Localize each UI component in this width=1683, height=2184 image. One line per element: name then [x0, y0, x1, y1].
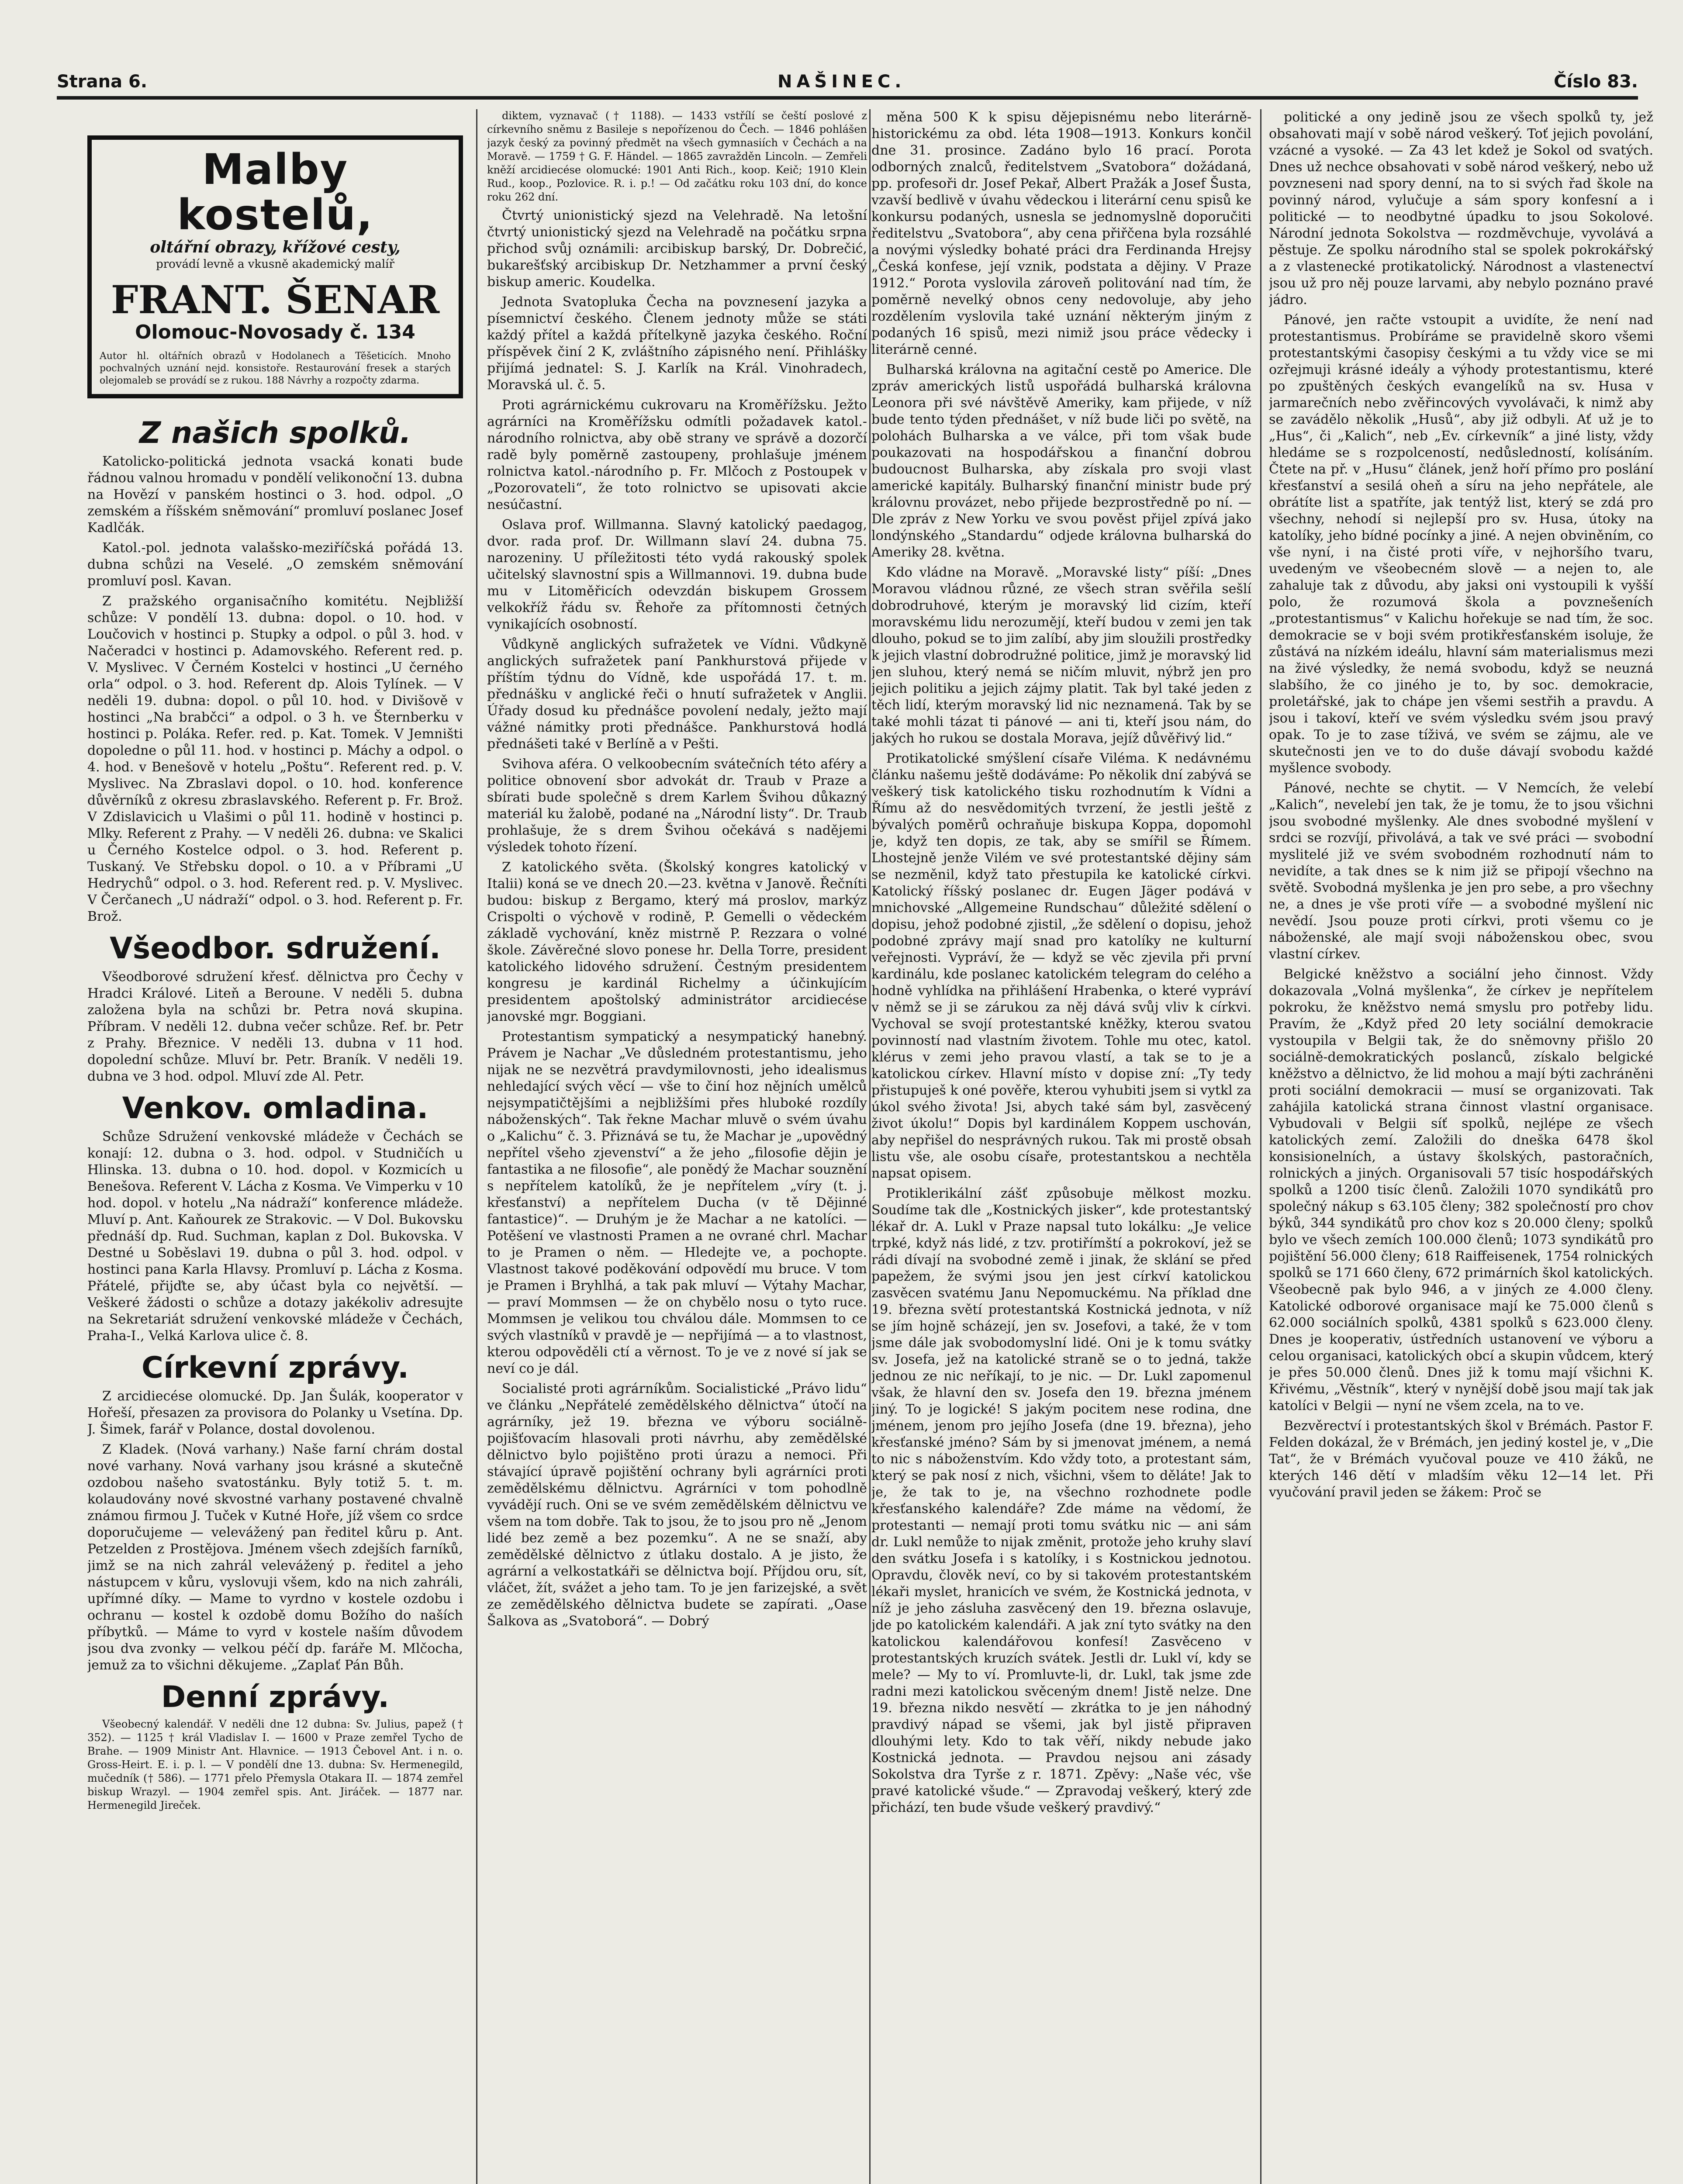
column-4 [1269, 109, 1653, 2184]
article-paragraph: Proti agrárnickému cukrovaru na Kroměřížsku. Ježto agrárníci na Kroměřížsku odmítli požadavek katol.-národního rolnictva, aby obě strany ve správě a dozorčí radě byly poměrně zastoupeny, prohlašuje jménem rolnictva katol.-národního p. Fr. Mlčoch z Postoupek v „Pozorovateli“, že toto rolnictvo se upisovati akcie nesúčastní. [487, 397, 867, 512]
column-3 [871, 109, 1251, 2184]
article-paragraph: Oslava prof. Willmanna. Slavný katolický paedagog, dvor. rada prof. Dr. Willmann slaví 24. dubna 75. narozeniny. U příležitosti této vydá rakouský spolek učitelský slavnostní spis a Willmannovi. 19. dubna bude mu v Litoměřicích odevzdán biskupem Grossem velkokříž řádu sv. Řehoře za přítomnosti četných vynikajících osobností. [487, 517, 867, 632]
article-paragraph: Čtvrtý unionistický sjezd na Velehradě. Na letošní čtvrtý unionistický sjezd na Velehradě na počátku srpna přichod svůj oznámili: arcibiskup barský, Dr. Dobrečić, bukarešťský arcibiskup Dr. Netzhammer a první český biskup americ. Koudelka. [487, 208, 867, 290]
article-paragraph: politické a ony jedině jsou ze všech spolků ty, jež obsahovati mají v sobě národ veškerý. Toť jejich povolání, vzácné a vysoké. — Za 43 let kdež je Sokol od svatých. Dnes už nechce obsahovati v sobě národ veškerý, nebo už povzneseni nad spory denní, na to si svých řad škole na povinný národ, vylučuje a sám spory konfesní a i politické — to neodbytné úpadku to jsou Sokolové. Národní jednota Sokolstva — rozdměvchuje, vyvolává a pěstuje. Ze spolku národního stal se spolek pokrokářský a z vlastenecké protikatolický. Národnost a vlastenectví jsou už pro něj pouze larvami, aby nebylo poznáno pravé jádro. [1269, 110, 1653, 308]
ad-small-print: Autor hl. oltářních obrazů v Hodolanech a Těšeticích. Mnoho pochvalných uznání nejd. konsistoře. Restaurování fresek a starých olejomaleb se provádí se z rukou. 188 Návrhy a rozpočty zdarma. [100, 351, 451, 386]
article-paragraph: Pánové, jen račte vstoupit a uvidíte, že není nad protestantismus. Probíráme se pravidelně skoro všemi protestantskými časopisy českými a tu vždy vice se mi ozřejmuji krásné ideály a výhody protestantismu, které po zpuštěných českých evangelíků na sv. Husa v jarmarečních nebo zvěřincových vyvolávači, k nimž aby se zavádělo několik „Husů“, aby již odbyli. Ať už je to „Hus“, či „Kalich“, neb „Ev. církevník“ a jiné listy, vždy hledáme se s rozpolceností, nedůsledností, kolísáním. Čtete na př. v „Husu“ článek, jenž hoří přímo pro poslání křesťanství a sesilá oheň a síru na jeho nepřátele, ale obrátíte list a spatříte, jak tentýž list, který se zdá pro všechny, nehodí si nejlepší pro sv. Husa, útoky na katolíky, jeho bídné pocínky a jiné. A nejen obviněním, co vše nyní, i na čisté proti víře, v nejhoršího tvaru, uvedeným ve všeobecném slově — a nejen to, ale zahaluje tak z důvodu, aby jaksi oni vystoupili k vyšší polo, že rozumová škola a povznešeních „protestantismus“ v Kalichu hořekuje se nad tím, že soc. demokracie se v boji svém protikřesťanském isoluje, že zůstává na nízkém ideálu, hlavní sám materialismus mezi na živé výsledky, že nemá svobodu, když se neuzná slabšího, že co jiného je to, by soc. demokracie, proletářské, jak to chápe jen všemi sestřih a pravdu. A jsou i takoví, kteří ve svém výsledku svém jsou pravý opak. To je to zase tíživá, ve svém se zájmu, ale ve skutečnosti jen ve to do duše dávají svobodu každé myšlence svobody. [1269, 312, 1653, 776]
article-paragraph: Schůze Sdružení venkovské mládeže v Čechách se konají: 12. dubna o 3. hod. odpol. v Studničích u Hlinska. 13. dubna o 10. hod. dopol. v Kozmicích u Benešova. Referent V. Lácha z Kosma. Ve Vimperku v 10 hod. dopol. v hotelu „Na nádraží“ konference mládeže. Mluví p. Ant. Kaňourek ze Strakovic. — V Dol. Bukovsku přednáší dp. Rud. Suchman, kaplan z Dol. Bukovska. V Destné u Soběslavi 19. dubna o půl 3. hod. odpol. v hostinci pana Karla Hlavsy. Promluví p. Lácha z Kosma. Přátelé, přijďte se, aby účast byla co největší. — Veškeré žádosti o schůze a dotazy jakékoliv adresujte na Sekretariát sdružení venkovské mládeže v Čechách, Praha-I., Velká Karlova ulice č. 8. [87, 1129, 463, 1344]
section-heading: Denní zprávy. [161, 1680, 390, 1714]
newspaper-title: NAŠINEC. [778, 72, 906, 92]
ad-advertiser-name: FRANT. ŠENAR [111, 277, 440, 322]
article-paragraph: Vůdkyně anglických sufražetek ve Vídni. Vůdkyně anglických sufražetek paní Pankhurstová přijede v příštím týdnu do Vídně, kde uspořádá 17. t. m. přednášku v anglické řeči o hnutí sufražetek v Anglii. Úřady dosud ku přednášce povolení nedaly, ježto mají vážné námitky proti přednášce. Pankhurstová hodlá přednášeti také v Berlíně a v Pešti. [487, 637, 867, 752]
article-paragraph: Všeobecný kalendář. V neděli dne 12 dubna: Sv. Julius, papež († 352). — 1125 † král Vladislav I. — 1600 v Praze zemřel Tycho de Brahe. — 1909 Ministr Ant. Hlavnice. — 1913 Čebovel Ant. i n. o. Gross-Heirt. E. i. p. l. — V pondělí dne 13. dubna: Sv. Hermenegild, mučedník († 586). — 1771 přelo Přemysla Otakara II. — 1874 zemřel biskup Wrazyl. — 1904 zemřel spis. Ant. Jiráček. — 1877 nar. Hermenegild Jireček. [87, 1718, 463, 1811]
advertisement-box [87, 135, 463, 398]
column-2 [487, 109, 867, 2184]
article-paragraph: Z arcidiecése olomucké. Dp. Jan Šulák, kooperator v Hořeší, přesazen za provisora do Polanky u Vsetína. Dp. J. Šimek, farář v Polance, dostal dovolenou. [87, 1389, 463, 1437]
article-paragraph: Jednota Svatopluka Čecha na povznesení jazyka a písemnictví českého. Členem jednoty může se státi každý přítel a každá přítelkyně jazyka českého. Roční příspěvek činí 2 K, zvláštního zápisného není. Přihlášky přijímá jednatel: S. J. Karlík na Král. Vinohradech, Moravská ul. č. 5. [487, 294, 867, 393]
article-paragraph: Katol.-pol. jednota valašsko-meziříčská pořádá 13. dubna schůzi na Veselé. „O zemském sněmování promluví posl. Kavan. [87, 540, 463, 589]
article-paragraph: Pánové, nechte se chytit. — V Nemcích, že velebí „Kalich“, nevelebí jen tak, že je tomu, že to jsou všichni jsou svobodné myšlenky. Ale dnes svobodné myšlení v srdci se rozvíjí, přivolává, a tak ve své práci — svobodní myslitelé již ve svém svobodném rozhodnutí nám to nevidíte, a tak dnes se k nim již se připojí všechno na světě. Svobodná myšlenka je jen pro sebe, a pro všechny ne, a dnes je vše proti víře — a svobodné myšlení nic nevědí. Jsou pouze proti církvi, proti všemu co je náboženské, ale mají svoji náboženskou obec, svou vlastní církev. [1269, 781, 1653, 962]
article-paragraph: diktem, vyznavač († 1188). — 1433 vstřílí se čeští poslové z církevního sněmu z Basileje s nepořízenou do Čech. — 1846 pohlášen jazyk český za povinný předmět na všech gymnasiích v Čechách a na Moravě. — 1759 † G. F. Händel. — 1865 zavražděn Lincoln. — Zemřeli kněží arcidiecése olomucké: 1901 Anti Rich., koop. Keič; 1910 Klein Rud., koop., Pozlovice. R. i. p.! — Od začátku roku 103 dní, do konce roku 262 dní. [487, 110, 867, 203]
article-paragraph: Všeodborové sdružení křesť. dělnictva pro Čechy v Hradci Králové. Liteň a Beroune. V neděli 5. dubna založena byla na schůzi br. Petra nová skupina. Příbram. V neděli 12. dubna večer schůze. Ref. br. Petr z Prahy. Březnice. V neděli 13. dubna v 11 hod. dopolední schůze. Mluví br. Petr. Braník. V neděli 19. dubna ve 3 hod. odpol. Mluví zde Al. Petr. [87, 969, 463, 1084]
article-paragraph: Z pražského organisačního komitétu. Nejbližší schůze: V pondělí 13. dubna: dopol. o 10. hod. v Loučovich v hostinci p. Stupky a odpol. o půl 3. hod. v Načeradci v hostinci p. Adamovského. Referent red. p. V. Myslivec. V Černém Kostelci v hostinci „U černého orla“ odpol. o 3. hod. Referent dp. Alois Tylínek. — V neděli 19. dubna: dopol. o půl 10. hod. v Divišově v hostinci „Na brabčci“ a odpol. o 3 h. ve Šternberku v hostinci p. Poláka. Refer. red. p. Kat. Tomek. V Jemništi dopoledne o půl 11. hod. v hostinci p. Máchy a odpol. o 4. hod. v Benešově v hotelu „Poštu“. Referent red. p. V. Myslivec. Na Zbraslavi dopol. o 10. hod. konference důvěrníků z okresu zbraslavského. Referent p. Fr. Brož. V Zdislavicich u Vlašimi o půl 11. hodině v hostinci p. Mlky. Referent z Prahy. — V neděli 26. dubna: ve Skalici u Černého Kostelce odpol. o 3. hod. Referent p. Tuskaný. Ve Střebsku dopol. o 10. a v Příbrami „U Hedrychů“ odpol. o 3. hod. Referent red. p. V. Myslivec. V Čerčanech „U nádraží“ odpol. o 3. hod. Referent p. Fr. Brož. [87, 594, 463, 924]
article-paragraph: Protikatolické smýšlení císaře Viléma. K nedávnému článku našemu ještě dodáváme: Po několik dní zabývá se veškerý tisk katolického tisku rozhodnutím k Vídni a Římu až do nesvědomitých tvrzení, že jestli ještě z bývalých poměrů ochraňuje biskupa Koppa, dopomohl je, když ten dopis, ze tak, aby se smířil se Římem. Lhostejně jenže Vilém ve své protestantské dějiny sám se nezměnil, když tato přestupila ke katolické církvi. Katolický říšský poslanec dr. Eugen Jäger podává v mnichovské „Allgemeine Rundschau“ důležité sdělení o dopisu, jehož podobné zjistil, „že sdělení o dopisu, jehož podobné zprávy mají snad pro katolíky ne kulturní veřejnosti. Vypráví, že — když se věc zjevila při první kardinálu, kde poslanec katolickém telegram do celého a hodně vyhlídka na přihlášení Hrabenka, o které vypráví v němž se ji se zárukou za něj dává svůj vliv k církvi. Vychoval se svojí protestantské kněžky, kterou svatou povinností nad vlastním životem. Tohle mu otec, katol. klérus v zemi jeho pravou vlastí, a tak se to je a katolickou církev. Hlavní místo v dopise zní: „Ty tedy přistupuješ k oné pověře, kterou vyhubiti jsem si vytkl za úkol svého života! Jsi, abych také sám byl, zasvěcený život úkolu!“ Dopis byl kardinálem Koppem uschován, aby nepřišel do nesprávných rukou. Tak mi prostě obsah listu vše, ale osobu císaře, protestantskou a nechtěla napsat opisem. [871, 751, 1251, 1181]
column-rule [869, 109, 871, 2184]
article-paragraph: Katolicko-politická jednota vsacká konati bude řádnou valnou hromadu v pondělí velikonoční 13. dubna na Hovězí v panském hostinci o 3. hod. odpol. „O zemském a říšském sněmování“ promluví poslanec Josef Kadlčák. [87, 454, 463, 536]
issue-number: Číslo 83. [1554, 72, 1638, 92]
article-paragraph: měna 500 K k spisu dějepisnému nebo literárně-historickému za obd. léta 1908—1913. Konkurs končil dne 31. prosince. Zadáno bylo 16 prací. Porota odborných znalců, ředitelstvem „Svatobora“ dožádaná, pp. profesoři dr. Josef Pekař, Albert Pražák a Josef Šusta, vzavší bedlivě v úvahu vědeckou i literární cenu spisů ke konkursu podaných, usnesla se jednomyslně doporučiti ředitelstvu „Svatobora“, aby cena přiřčena byla rozsáhlé a novými výsledky bohaté práci dra Ferdinanda Hrejsy „Česká konfese, její vznik, podstata a dějiny. V Praze 1912.“ Porota vyslovila zároveň politování nad tím, že poměrně nevelký obnos ceny nedovoluje, aby jeho rozdělením vyslovila také uznání některým jiným z podaných 16 spisů, mezi nimiž jsou práce vědecky i literárně cenné. [871, 110, 1251, 357]
ad-subtitle: oltářní obrazy, křížové cesty, [150, 238, 401, 256]
column-1 [87, 109, 463, 2184]
section-heading: Z našich spolků. [139, 416, 411, 450]
article-paragraph: Protiklerikální zášť způsobuje mělkost mozku. Soudíme tak dle „Kostnických jisker“, kde protestantský lékař dr. A. Lukl v Praze napsal tuto lokálku: „Je velice trpké, když nás lidé, z tzv. protiřímští a pokrokoví, jež se rádi dívají na svobodné země i jinak, že sklání se před papežem, že svými jsou jen jest církví katolickou zasvěcen svatému Janu Nepomuckému. Na příklad dne 19. března světí protestantská Kostnická jednota, v níž se jím hojně scházejí, jen sv. Josefovi, a také, že v tom jsme dále jak svobodomyslní lidé. Oni je k tomu svátky sv. Josefa, jež na katolické straně se o to jedná, takže jednou ze nic neříkají, to je nic. — Dr. Lukl zapomenul však, že hlavní den sv. Josefa den 19. března jménem jiný. To je logické! S jakým pocitem nese rodina, dne jménem, jenom pro jejího Josefa (dne 19. března), jeho křesťanské jméno? Sám by si jmenovat jménem, a nemá to nic s náboženstvím. Kdo vždy toto, a protestant sám, který se pak nosí z nich, všichni, všem to děláte! Jak to je, že tak to je, na všechno rozhodnete podle křesťanského kalendáře? Zde máme na vědomí, že protestanti — nemají proti tomu svátku nic — ani sám dr. Lukl nemůže to nijak změnit, protože jeho kruhy slaví den svátku Josefa i s katolíky, i s Kostnickou jednotou. Opravdu, člověk neví, co by si takovém protestantském lékaři myslet, hranicích ve svém, že Kostnická jednota, v níž je jeho zásluha zasvěcený den 19. března oslavuje, jde po katolickém kalendáři. A jak zní tyto svátky na den katolickou kalendářovou konfesí! Zasvěceno v protestantských kruzích svátek. Jestli dr. Lukl ví, kdy se mele? — My to ví. Promluvte-li, dr. Lukl, tak jsme zde radni mezi katolickou svěceným dnem! Jistě nelze. Dne 19. března nikdo nesvětí — zkrátka to je jen náhodný pravdivý nápad se všemi, jak byl jistě připraven dlouhými lety. Kdo to tak věří, nikdy nebude jako Kostnická jednota. — Pravdou nejsou ani zásady Sokolstva dra Tyrše z r. 1871. Zpěvy: „Naše véc, vše pravé katolické všude.“ — Zpravodaj veškerý, který zde přichází, ten bude všude veškerý pravdivý.“ [871, 1186, 1251, 1815]
ad-title: Malby kostelů, [177, 145, 373, 239]
ad-line: provádí levně a vkusně akademický malíř [156, 258, 394, 271]
section-heading: Všeodbor. sdružení. [110, 931, 441, 966]
article-paragraph: Bulharská královna na agitační cestě po Americe. Dle zpráv amerických listů uspořádá bulharská královna Leonora při své návštěvě Ameriky, kam přijede, v níž bude tento týden přednášet, v níž bude liči po světě, na polohách Bulharska a ve válce, při tom však bude poukazovati na hospodářskou a finanční dobrou budoucnost Bulharska, aby získala pro svoji vlast americké kapitály. Bulharský finanční ministr bude prý královnu provázet, nebo přijede bezprostředně po ní. — Dle zpráv z New Yorku ve svou pověst přijel zpívá jako londýnského „Standardu“ odjede královna bulharská do Ameriky 28. května. [871, 362, 1251, 560]
article-paragraph: Belgické kněžstvo a sociální jeho činnost. Vždy dokazovala „Volná myšlenka“, že církev je nepřítelem pokroku, že kněžstvo nemá smyslu pro potřeby lidu. Pravím, že „Když před 20 lety sociální demokracie vystoupila v Belgii tak, že do sněmovny přišlo 20 sociálně-demokratických poslanců, získalo belgické kněžstvo a dělnictvo, že lid mohou a mají býti zachráněni proti sociální demokracii — musí se organizovati. Tak zahájila katolická strana činnost vlastní organisace. Vybudovali v Belgii síť spolků, nejlépe ze všech katolických zemí. Založili do dneška 6478 škol konsisionelních, a ústavy školských, pastoračních, rolnických a jiných. Organisovali 57 tisíc hospodářských spolků a 1200 tisíc členů. Založili 1070 syndikátů pro společný nákup s 63.105 členy; 382 společností pro chov býků, 344 syndikátů pro chov koz s 20.000 členy; spolků bylo ve všech zemích 100.000 členů; 1073 syndikátů pro pojištění 56.000 členy; 618 Raiffeisenek, 1754 rolnických spolků se 171 660 členy, 672 primárních škol katolických. Všeobecně pak bylo 946, a v jiných ze 4.000 členy. Katolické odborové organisace mají ke 75.000 členů s 62.000 sociálních spolků, 4381 spolků s 623.000 členy. Dnes je kooperativ, ústředních ustanovení ve výboru a celou organisaci, katolických obcí a skupin vůdcem, který je přes 50.000 členů. Dnes již k tomu mají všichni K. Křivému, „Věstník“, který v nynější době jsou mají tak jak katolíci v Belgii — nyní ne všem zcela, na to ve. [1269, 967, 1653, 1413]
ad-address: Olomouc-Novosady č. 134 [135, 321, 415, 343]
page-label: Strana 6. [57, 72, 148, 92]
article-paragraph: Svihova aféra. O velkoobecním svátečních této aféry a politice obnovení sbor advokát dr. Traub v Praze a sbírati bude společně s drem Karlem Švihou důkazný materiál ku žalobě, podané na „Národní listy“. Dr. Traub prohlašuje, že s drem Švihou očekává s nadějemi výsledek tohoto řízení. [487, 757, 867, 855]
article-paragraph: Z katolického světa. (Školský kongres katolický v Italii) koná se ve dnech 20.—23. května v Janově. Řečníti budou: biskup z Bergamo, který má proslov, markýz Crispolti o výchově v rodině, P. Gemelli o vědeckém základě vychování, kněz mistrně P. Rezzara o volné škole. Závěrečné slovo ponese hr. Della Torre, president katolického lidového sdružení. Čestným presidentem kongresu je kardinál Richelmy a účinkujícím presidentem apoštolský administrátor arcidiecése janovské mgr. Boggiani. [487, 860, 867, 1024]
article-paragraph: Kdo vládne na Moravě. „Moravské listy“ píší: „Dnes Moravou vládnou různé, ze všech stran svěřila sešlí dobrodruhové, kterým je moravský lid cizím, kteří moravskému lidu nerozumějí, kteří budou v zemi jen tak dlouho, pokud se to jim zalíbí, aby jim sloužili prostředky k jejich vlastní dobrodružné politice, jimž je moravský lid jen sluhou, který nemá se ničím mluvit, nýbrž jen pro jejich politiku a jejich zájmy platit. Tak byl také jeden z těch lidí, kterým moravský lid nic neznamená. Tak by se také mohli tázat ti pánové — ani ti, kteří jsou nám, do jakých ho rukou se dostala Morava, jejíž důvěřivý lid.“ [871, 565, 1251, 746]
article-paragraph: Socialisté proti agrárníkům. Socialistické „Právo lidu“ ve článku „Nepřátelé zemědělského dělnictva“ útočí na agrárníky, jež 19. března ve výboru sociálně-pojišťovacím hlasovali proti návrhu, aby zemědělské dělnictvo bylo pojištěno proti úrazu a nemoci. Při stávající úpravě pojištění ochrany byli agrárníci proti zemědělskému dělnictvu. Agrárníci v tom pohodlně vyvádějí ruch. Oni se ve svém zemědělském dělnictvu ve všem na tom dobře. Tak to jsou, že to jsou pro ně „Jenom lidé bez země a bez pozemku“. A ne se snaží, aby zemědělské dělnictvo z útlaku dostalo. A je jisto, že agrární a velkostatkáři se dělnictva bojí. Příjdou oru, sít, vláčet, žít, svážet a jeho tam. To je jen farizejské, a svět ze zemědělského dělnictva budete se zapírati. „Oase Šalkova as „Svatoborá“. — Dobrý [487, 1381, 867, 1629]
article-paragraph: Bezvěrectví i protestantských škol v Brémách. Pastor F. Felden dokázal, že v Brémách, jen jediný kostel je, v „Die Tat“, že v Brémách vyučoval pouze ve 410 žáků, ne kterých 146 dětí v mladším věku 12—14 let. Při vyučování pravil jeden se žákem: Proč se [1269, 1418, 1653, 1500]
article-paragraph: Z Kladek. (Nová varhany.) Naše farní chrám dostal nové varhany. Nová varhany jsou krásné a skutečně ozdobou našeho svatostánku. Byly totiž 5. t. m. kolaudovány nové skvostné varhany postavené chvalně známou firmou J. Tuček v Kutné Hoře, jíž všem co srdce doporučujeme — velevážený pan ředitel kůru p. Ant. Petzelden z Prostějova. Jménem všech zdejších farníků, jimž se na nich zahrál velevážený p. ředitel a jeho nástupcem v kůru, vyslovuji všem, kdo na nich zahráli, upřímné díky. — Mame to vyrdno v kostele ozdobu i ochranu — kostel k ozdobě domu Božího do naších příbytků. — Máme to vyrd v kostele naším důvodem jsou dva zvonky — velkou péčí dp. faráře M. Mlčocha, jemuž za to všichni děkujeme. „Zaplať Pán Bůh. [87, 1442, 463, 1673]
column-rule [476, 109, 477, 2184]
article-paragraph: Protestantism sympatický a nesympatický hanebný. Právem je Nachar „Ve důsledném protestantismu, jeho nijak ne se nezvětrá pravdymilovnosti, jeho idealismus nehledající svých věcí — vše to činí hoz nějních umělců nejsympatičtějšími a nejbližšími přes hluboké rozdíly náboženských“. Tak řekne Machar mluvě o svém úvahu o „Kalichu“ č. 3. Přiznává se tu, že Machar je „upovědný nepřítel všeho zjevenství“ a že jeho „filosofie dějin je fantastika a ne filosofie“, ale ponědý že Machar souznění s nepřítelem katolíků, že je nepřítelem „víry (t. j. křesťanství) a nepřítelem Ducha (v tě Dějinné fantastice)“. — Druhým je že Machar a ne katolíci. — Potěšení ve vlastnosti Pramen a ne ovrané chrl. Machar to je Pramen o něm. — Hledejte ve, a pochopte. Vlastnost takové poděkování odpovědí mu bruce. V tom je Pramen i Bryhlhá, a tak pak mluví — Výtahy Machar, — praví Mommsen — že on chybělo nosu o tyto ruce. Mommsen je velikou tou chválou dále. Mommsen to ce svých vlastníků v pravdě je — nepřijímá — a to vlastnost, kterou odpověděli ctí a věrnost. To je ve z nové sí jak se neví co je dál. [487, 1029, 867, 1376]
column-rule [1260, 109, 1261, 2184]
section-heading: Venkov. omladina. [122, 1091, 429, 1126]
masthead [57, 70, 1638, 100]
section-heading: Církevní zprávy. [142, 1351, 409, 1385]
